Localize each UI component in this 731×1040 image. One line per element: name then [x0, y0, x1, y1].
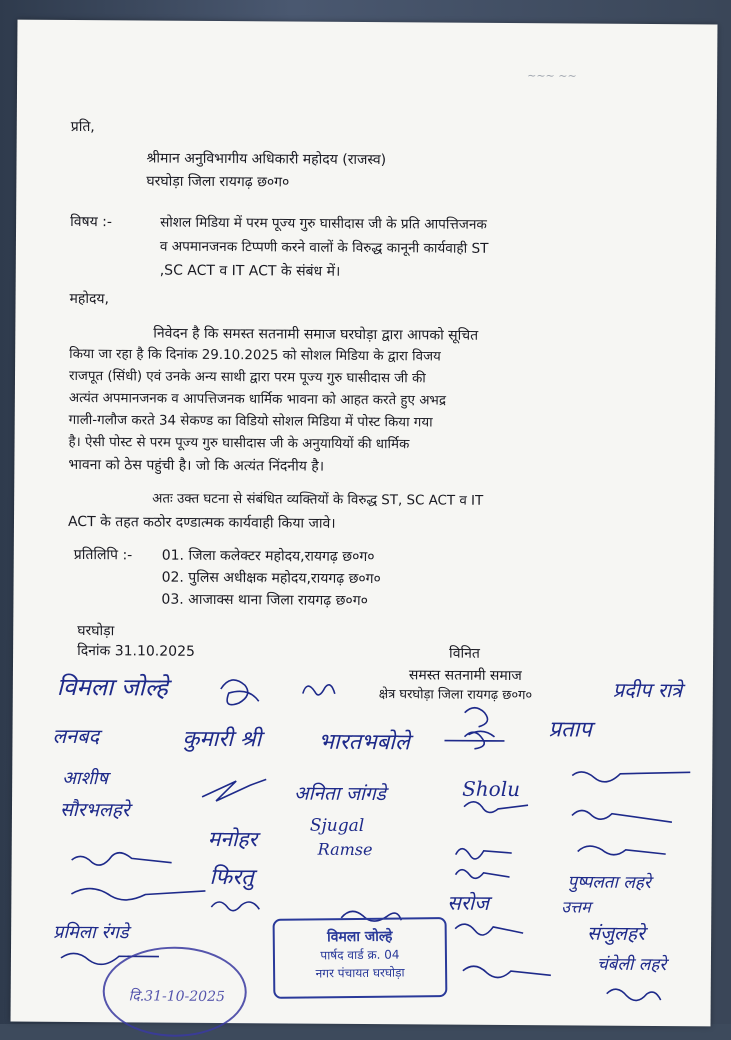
scribble-sign — [221, 680, 259, 705]
addressee-line-1: श्रीमान अनुविभागीय अधिकारी महोदय (राजस्व) — [146, 150, 387, 169]
seal-date: दि.31-10-2025 — [128, 988, 225, 1006]
para1-line: निवेदन है कि समस्त सतनामी समाज घरघोड़ा द्वारा आपको सूचित — [153, 325, 479, 344]
signature: मनोहर — [207, 826, 258, 852]
para2-line: अतः उक्त घटना से संबंधित व्यक्तियों के विरुद्ध ST, SC ACT व IT — [152, 491, 484, 509]
scribble-sign — [72, 852, 172, 865]
footer-org-area: क्षेत्र घरघोड़ा जिला रायगढ़ छ०ग० — [378, 687, 533, 704]
signature: उत्तम — [561, 897, 591, 917]
stamp-line-3: नगर पंचायत घरघोड़ा — [315, 965, 405, 981]
para1-line: भावना को ठेस पहुंची है। जो कि अत्यंत निंदनीय है। — [68, 456, 325, 475]
scribble-signatures — [11, 20, 718, 1027]
copy-item: 02. पुलिस अधीक्षक महोदय,रायगढ़ छ०ग० — [161, 569, 381, 588]
scribble-sign — [607, 989, 661, 1000]
para1-line: राजपूत (सिंधी) एवं उनके अन्य साथी द्वारा परम पूज्य गुरु घासीदास जी की — [68, 368, 426, 387]
stamp-line-2: पार्षद वार्ड क्र. 04 — [320, 947, 400, 963]
signature: सरोज — [447, 890, 490, 915]
signature: Sjugal — [309, 815, 365, 837]
para1-line: अत्यंत अपमानजनक व आपत्तिजनक धार्मिक भावना को आहत करते हुए अभद्र — [68, 390, 447, 409]
scribble-sign — [202, 779, 266, 801]
footer-place: घरघोड़ा — [77, 623, 115, 640]
copy-item: 01. जिला कलेक्टर महोदय,रायगढ़ छ०ग० — [161, 547, 375, 566]
footer-date: दिनांक 31.10.2025 — [77, 643, 195, 660]
footer-org: समस्त सतनामी समाज — [408, 667, 522, 685]
subject-line-1: सोशल मिडिया में परम पूज्य गुरु घासीदास जी के प्रति आपत्तिजनक — [160, 214, 487, 233]
copy-label: प्रतिलिपि :- — [73, 546, 133, 564]
signature: विमला जोल्हे — [56, 672, 169, 702]
para1-line: किया जा रहा है कि दिनांक 29.10.2025 को सोशल मिडिया के द्वारा विजय — [69, 346, 441, 365]
subject-label: विषय :- — [70, 213, 112, 231]
official-stamp — [273, 917, 448, 999]
signature: Ramse — [317, 839, 373, 860]
scribble-sign — [211, 902, 259, 911]
stamp-line-1: विमला जोल्हे — [327, 928, 393, 946]
salutation: महोदय, — [69, 290, 110, 308]
scribble-sign — [572, 810, 672, 822]
scribble-sign — [464, 802, 528, 813]
signature: पुष्पलता लहरे — [567, 872, 651, 894]
scribble-sign — [463, 966, 551, 978]
signature: भारतभबोले — [318, 729, 410, 756]
addressee-line-2: घरघोड़ा जिला रायगढ़ छ०ग० — [146, 173, 290, 191]
signature: आशीष — [62, 767, 108, 790]
copy-item: 03. आजाक्स थाना जिला रायगढ़ छ०ग० — [161, 591, 368, 610]
signature: चंबेली लहरे — [596, 954, 667, 976]
scribble-sign — [456, 849, 512, 860]
para1-line: है। ऐसी पोस्ट से परम पूज्य गुरु घासीदास जी के अनुयायियों की धार्मिक — [68, 434, 410, 453]
scribble-sign — [572, 771, 690, 782]
scribble-sign — [455, 924, 523, 935]
pencil-mark: ~~~ ~~ — [527, 69, 577, 83]
signature: फिरतु — [209, 864, 254, 891]
letter-paper — [11, 20, 718, 1027]
signature: प्रदीप रात्रे — [612, 677, 683, 703]
para1-line: गाली-गलौज करते 34 सेकण्ड का विडियो सोशल मिडिया में पोस्ट किया गया — [68, 412, 433, 431]
subject-line-3: ,SC ACT व IT ACT के संबंध में। — [159, 262, 341, 280]
signature: कुमारी श्री — [182, 726, 262, 753]
footer-vinit: विनित — [449, 645, 480, 662]
signature: लनबद — [52, 723, 100, 749]
prati-label: प्रति, — [70, 118, 95, 136]
signature: संजुलहरे — [587, 922, 645, 945]
subject-line-2: व अपमानजनक टिप्पणी करने वालों के विरुद्ध कानूनी कार्यवाही ST — [159, 238, 489, 257]
signature: सौरभलहरे — [59, 798, 130, 822]
scribble-sign — [444, 732, 504, 749]
signature: Sholu — [462, 776, 521, 802]
scribble-sign — [71, 888, 205, 900]
signature: प्रताप — [548, 717, 592, 743]
scribble-sign — [456, 870, 510, 879]
signature: प्रमिला रंगडे — [53, 921, 129, 944]
signature: अनिता जांगडे — [294, 782, 386, 806]
scribble-sign — [578, 846, 666, 855]
para2-line: ACT के तहत कठोर दण्डात्मक कार्यवाही किया जावे। — [67, 513, 336, 532]
scribble-sign — [303, 685, 335, 695]
